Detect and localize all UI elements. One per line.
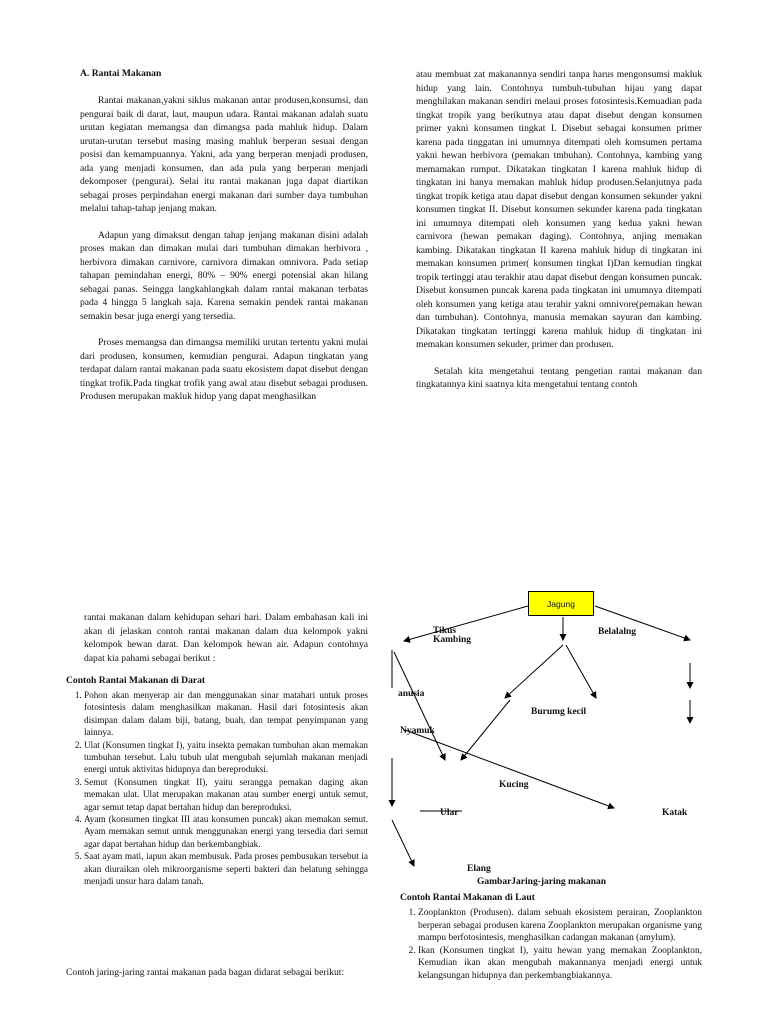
list-item: 2. Ikan (Konsumen tingkat I), yaitu hewan yang memakan Zooplankton, Kemudian ikan akan mengubah makannanya menjadi energi untuk kelangsungan hidupnya dan perkembangbiakannya. — [418, 945, 702, 983]
arrow-nyamuk-katak — [405, 730, 614, 808]
arrow-to-elang — [392, 820, 414, 866]
list-item: 1. Pohon akan menyerap air dan menggunakan sinar matahari untuk proses fotosintesis dalam menghasilkan makanan. Hasil dari fotosintesis akan disimpan dalam dalam biji, batang, buah, dan tempat penyimpanan yang lainnya. — [84, 689, 368, 739]
elang-label: Elang — [467, 864, 491, 874]
nyamuk-label: Nyamuk — [400, 726, 435, 736]
paragraph: Proses memangsa dan dimangsa memiliki urutan tertentu yakni mulai dari produsen, konsumen, kemudian pengurai. Adapun tingkatan yang terdapat dalam rantai makanan pada suatu ekosistem dapat disebut dengan tingkat trofik.Pada tingkat trofik yang awal atau disebut sebagai produsen. Produsen merupakan makluk hidup yang dapat menghasilkan — [80, 337, 368, 402]
list-item: 3. Semut (Konsumen tingkat II), yaitu serangga pemakan daging akan memakan ulat. Ulat merupakan makanan atau sumber energi untuk semut, agar semut tetap dapat bertahan hidup dan bereproduksi. — [84, 776, 368, 813]
arrow-burung-ular — [461, 700, 510, 760]
list-item: 5. Saat ayam mati, iapun akan membusuk. Pada proses pembusukan tersebut ia akan diuraikan oleh mikroorganisme seperti bakteri dan belatung sehingga menjadi unsur hara dalam tanah. — [84, 850, 368, 887]
kucing-label: Kucing — [499, 780, 529, 790]
burung-label: Burumg kecil — [531, 707, 587, 717]
paragraph: rantai makanan dalam kehidupan sehari hari. Dalam embahasan kali ini akan di jelaskan contoh rantai makanan dalam dua kelompok yakni kelompok hewan darat. Dan kelompok hewan air. Adapun contohnya dapat kia pahami sebagai berikut : — [84, 612, 368, 664]
tikus-label: Tikus — [433, 626, 457, 636]
arrow-to-burung-right — [566, 645, 596, 698]
subheading-laut: Contoh Rantai Makanan di Laut — [400, 892, 535, 903]
katak-label: Katak — [662, 808, 688, 818]
left-bottom-outro: Contoh jaring-jaring rantai makanan pada bagan didarat sebagai berikut: — [66, 967, 345, 978]
arrow-to-burung-left — [505, 645, 563, 698]
belalang-label: Belalalng — [598, 627, 637, 637]
subheading-darat: Contoh Rantai Makanan di Darat — [66, 675, 206, 686]
paragraph: Adapun yang dimaksut dengan tahap jenjang makanan disini adalah proses makan dan dimakan mulai dari tumbuhan dimakan herbivora , herbivora dimakan carnivore, carnivora dimakan omnivora. Pada setiap tahapan pemindahan energi, 80% – 90% energi potensial akan hilang sebagai panas. Seingga langkahlangkah dalam rantai makanan terbatas pada 4 hingga 5 langkah saja. Karena semakin pendek rantai makanan semakin besar juga energi yang tersedia. — [80, 229, 368, 322]
list-item: 4. Ayam (konsumen tingkat III atau konsumen puncak) akan memakan semut. Ayam memakan semut untuk menggunakan energi yang tersedia dari semut agar dapat bertahan hidup dan berkembangbiak. — [84, 813, 368, 850]
section-heading: A. Rantai Makanan — [80, 68, 162, 79]
paragraph: Rantai makanan,yakni siklus makanan antar produsen,konsumsi, dan pengurai baik di darat, laut, maupun udara. Rantai makanan adalah suatu urutan kegiatan memangsa dan dimangsa pada mahluk hidup. Dalam urutan-urutan tersebut masing masing mahluk berperan sesuai dengan posisi dan kemampuannya. Yakni, ada yang berperan menjadi produsen, ada yang menjadi konsumen, dan ada pula yang berperan menjadi dekomposer (pengurai). Selai itu rantai makanan juga dapat diartikan sebagai proses perpindahan energi makanan dari sumber daya tumbuhan melalui tahap-tahap jenjang makan. — [80, 95, 368, 214]
paragraph: Setalah kita mengetahui tentang pengetian rantai makanan dan tingkatannya kini saatnya kita mengetahui tentang contoh — [416, 365, 702, 390]
list-item: 2. Ulat (Konsumen tingkat I), yaitu insekta pemakan tumbuhan akan memakan tumbuhan tersebut. Lalu tubuh ulat mengubah sejumlah makanan menjadi energi untuk aktivitas hidupnya dan bereproduksi. — [84, 739, 368, 776]
jagung-node: Jagung — [528, 591, 594, 616]
manusia-label: anusia — [398, 689, 425, 699]
ular-label: Ular — [440, 808, 459, 818]
list-item: 1. Zooplankton (Produsen). dalam sebuah ekosistem perairan, Zooplankton berperan sebagai produsen karena Zooplankton merupakan organisme yang mampu berfotosintesis, menghasilkan cadangan makanan (amylum). — [418, 907, 702, 945]
kambing-label: Kambing — [433, 635, 472, 645]
arrow-tikus-ular — [394, 652, 445, 760]
diagram-caption: GambarJaring-jaring makanan — [477, 877, 607, 887]
paragraph: atau membuat zat makanannya sendiri tanpa harus mengonsumsi makluk hidup yang lain. Contohnya tumbuh-tubuhan hijau yang dapat menghilakan makanan sendiri melaui proses fotosintesis.Kemuadian pada tingkat tropik yang berikutnya atau dapat disebut dengan konsumen primer yakni konsumen tingkat I. Disebut sebagai konsumen primer karena pada tinggatan ini umumnya ditempati oleh komsumen pertama yakni hewan herbivora (pemakan tmbuhan). Contohnya, kambing yang memamakan rumput. Dikatakan tingkatan I karena mahluk hidup di tingkatan ini hanya memakan mahluk hidup produsen.Selanjutnya pada tingkat tropik ketiga atau dapat disebut dengan konsumen sekunder yakni konsumen tingkat II. Disebut konsumen sekunder karena pada tingkatan ini umumnya ditempati oleh konsumen yang kedua yakni hewan carnivora (hewan pemakan daging). Contohnya, anjing memakan kambing. Dikatakan tingkatan II karena mahluk hidup di tingkatan ini memakan konsumen primer( konsumen tingkat I)Dan kemudian tingkat tropik tertinggi atau terakhir atau dapat disebut dengan konsumen puncak. Disebut konsumen puncak karena pada tingkatan ini umumnya ditempati oleh konsumen yang ketiga atau terahir yakni omnivore(pemakan hewan dan tumbuhan). Contohnya, manusia memakan sayuran dan kambing. Dikatakan tingkatan tertinggi karena mahluk hidup di tingkatan ini memakan konsumen sekuder, primer dan produsen. — [416, 69, 702, 350]
laut-list — [400, 907, 702, 983]
